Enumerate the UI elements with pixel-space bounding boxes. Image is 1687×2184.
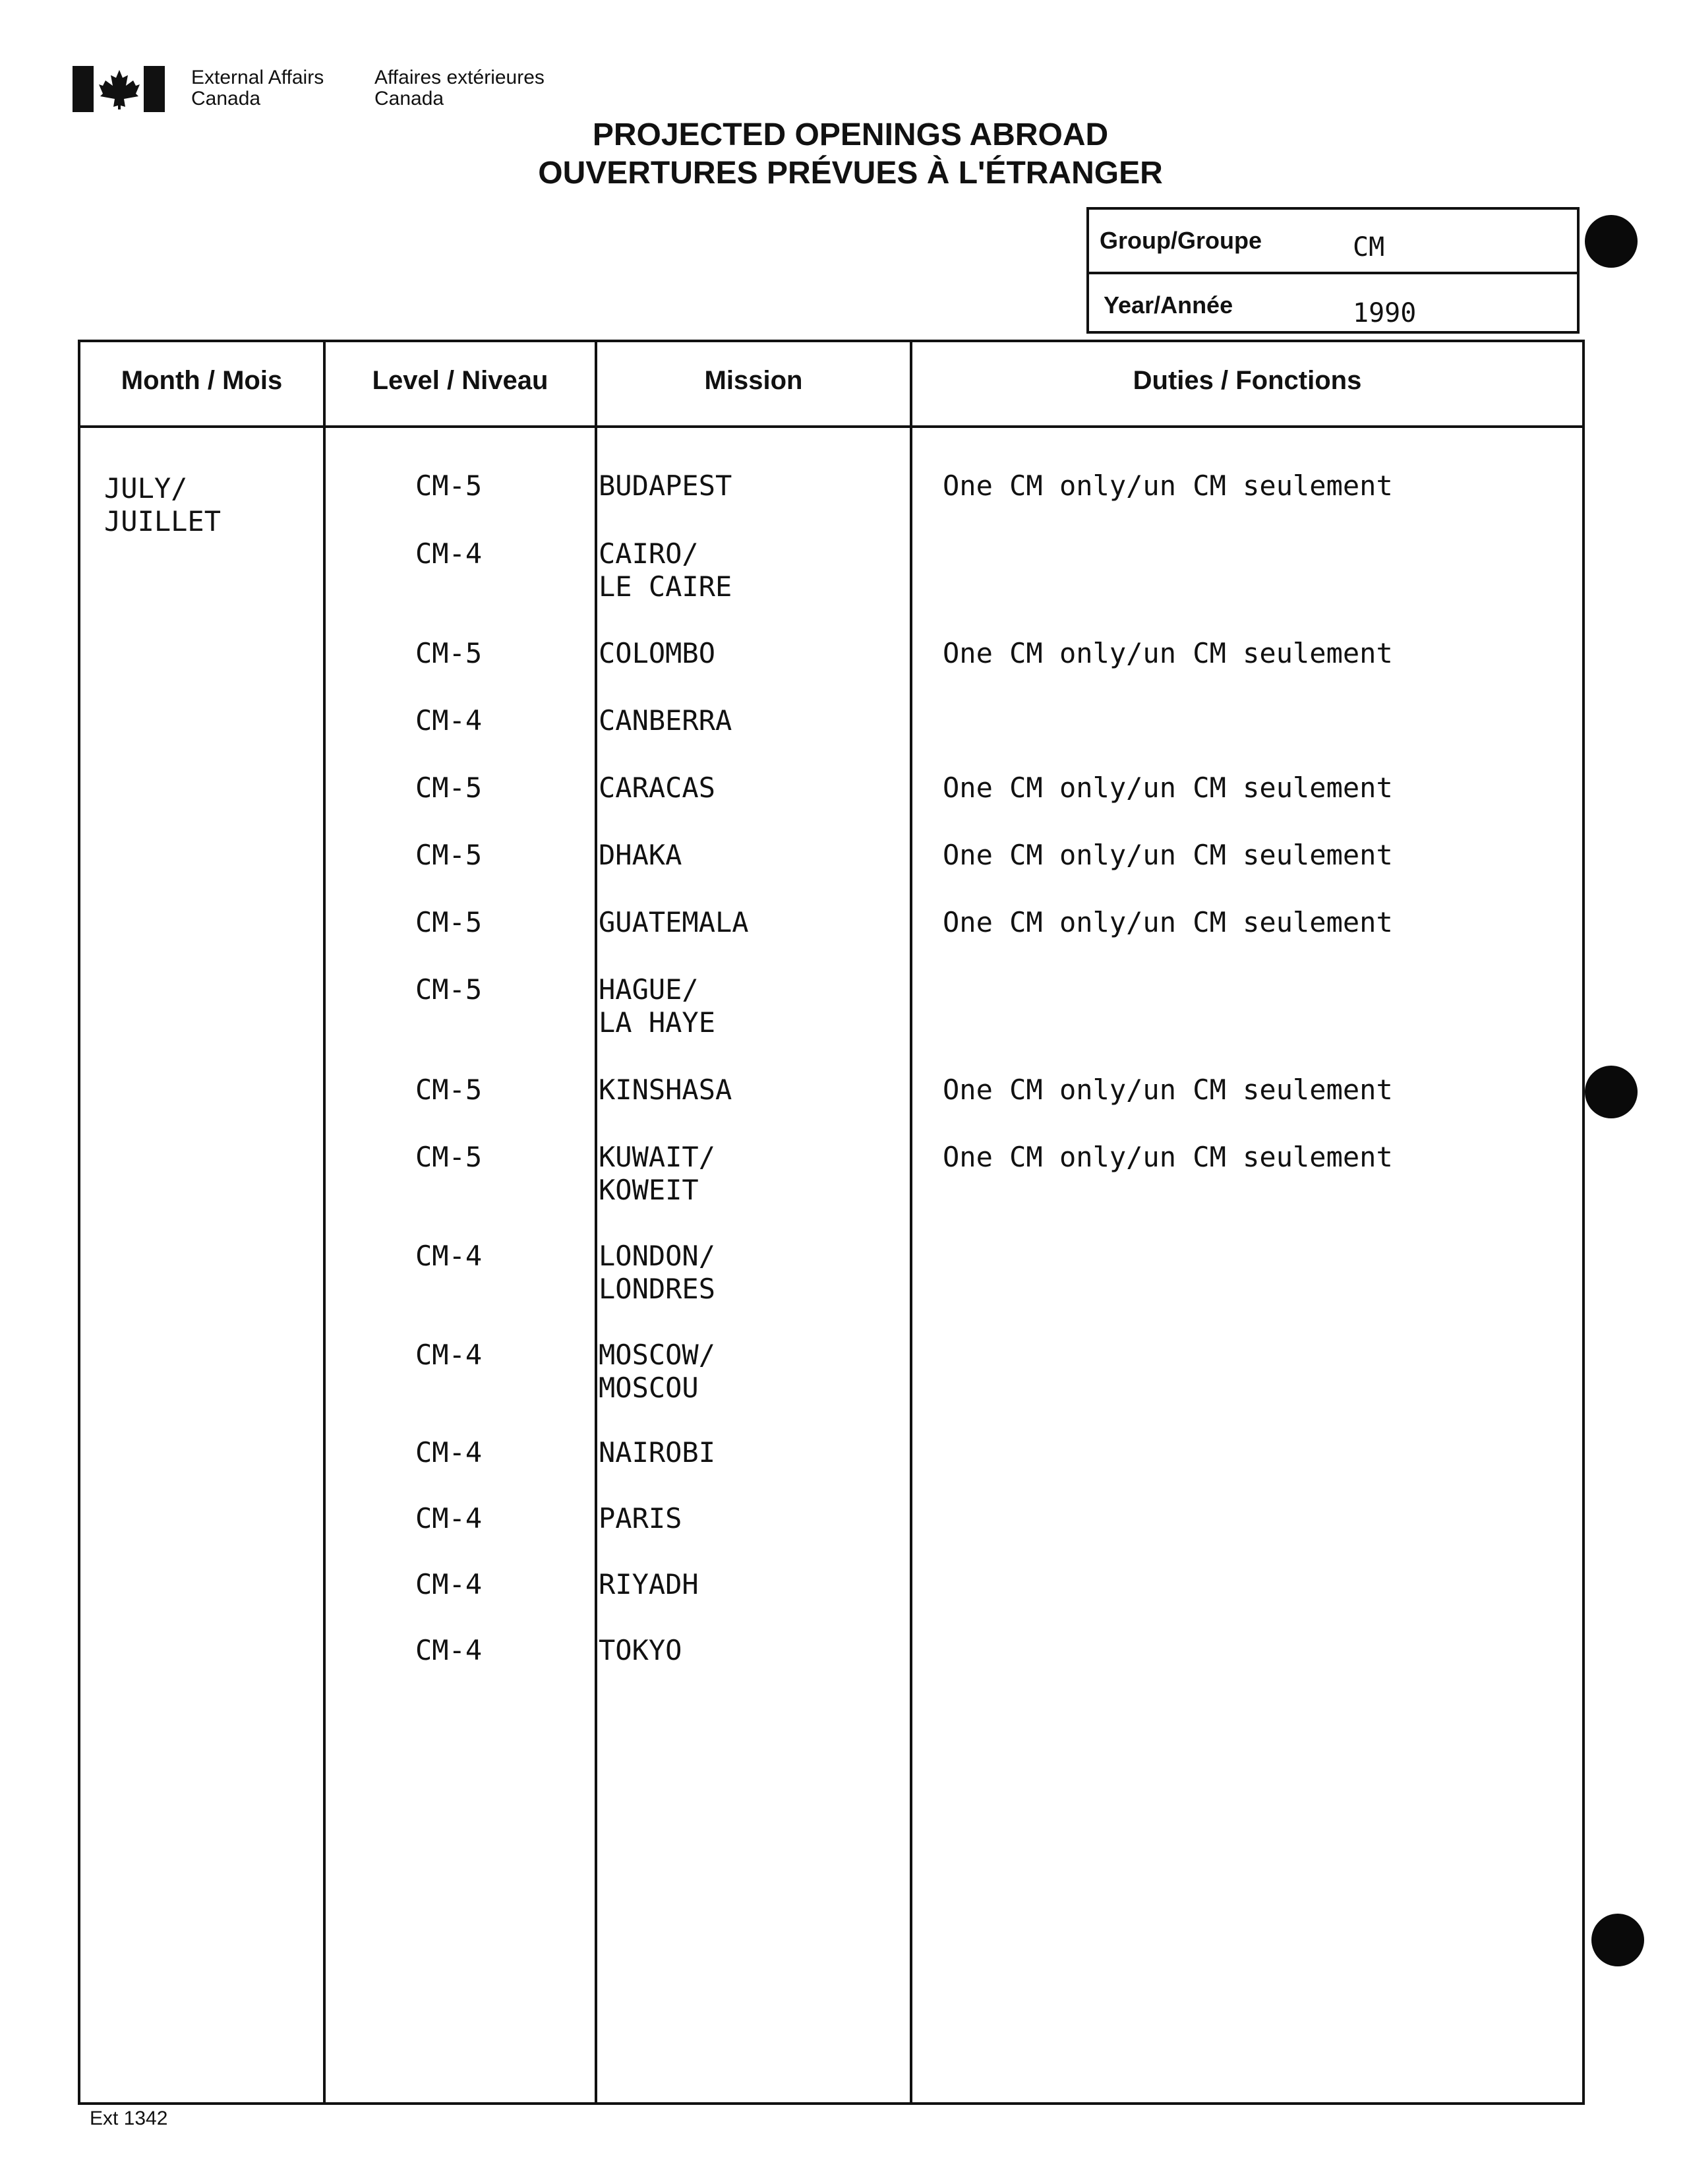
mission-cell: PARIS (599, 1502, 682, 1534)
openings-table (78, 340, 1585, 2105)
level-cell: CM-5 (415, 772, 483, 804)
mission-cell: BUDAPEST (599, 470, 732, 502)
group-year-divider (1089, 272, 1577, 274)
level-cell: CM-4 (415, 704, 483, 737)
flag-right-bar (144, 66, 165, 112)
maple-leaf-icon (98, 69, 141, 109)
flag-left-bar (73, 66, 94, 112)
level-cell: CM-5 (415, 839, 483, 871)
mission-cell: MOSCOW/ MOSCOU (599, 1339, 716, 1404)
form-code: Ext 1342 (90, 2108, 168, 2129)
group-label: Group/Groupe (1100, 227, 1262, 254)
mission-cell: TOKYO (599, 1634, 682, 1666)
org-en-line2: Canada (191, 88, 261, 109)
year-label: Year/Année (1104, 291, 1233, 318)
header-month: Month / Mois (121, 366, 283, 395)
column-divider-1 (323, 340, 326, 2105)
level-cell: CM-4 (415, 1634, 483, 1666)
duties-cell: One CM only/un CM seulement (943, 1141, 1393, 1173)
canada-flag-logo (73, 66, 165, 112)
org-fr-line2: Canada (374, 88, 444, 109)
org-name-en (191, 67, 324, 109)
duties-cell: One CM only/un CM seulement (943, 1074, 1393, 1106)
level-cell: CM-4 (415, 1240, 483, 1272)
mission-cell: GUATEMALA (599, 906, 749, 938)
year-value: 1990 (1353, 298, 1417, 328)
title-en: PROJECTED OPENINGS ABROAD (592, 117, 1109, 152)
group-value: CM (1353, 232, 1385, 262)
header-duties: Duties / Fonctions (1133, 366, 1362, 395)
header-mission: Mission (704, 366, 803, 395)
mission-cell: DHAKA (599, 839, 682, 871)
level-cell: CM-5 (415, 973, 483, 1006)
binder-hole-middle (1585, 1066, 1638, 1118)
duties-cell: One CM only/un CM seulement (943, 906, 1393, 938)
level-cell: CM-5 (415, 470, 483, 502)
column-divider-3 (910, 340, 912, 2105)
column-divider-2 (595, 340, 597, 2105)
mission-cell: LONDON/ LONDRES (599, 1240, 716, 1305)
level-cell: CM-4 (415, 1568, 483, 1600)
mission-cell: NAIROBI (599, 1436, 716, 1469)
level-cell: CM-5 (415, 1074, 483, 1106)
mission-cell: CAIRO/ LE CAIRE (599, 537, 732, 603)
duties-cell: One CM only/un CM seulement (943, 470, 1393, 502)
level-cell: CM-4 (415, 1502, 483, 1534)
binder-hole-bottom (1591, 1914, 1644, 1966)
duties-cell: One CM only/un CM seulement (943, 839, 1393, 871)
mission-cell: KUWAIT/ KOWEIT (599, 1141, 716, 1206)
duties-cell: One CM only/un CM seulement (943, 772, 1393, 804)
level-cell: CM-5 (415, 1141, 483, 1173)
org-fr-line1: Affaires extérieures (374, 67, 545, 88)
mission-cell: HAGUE/ LA HAYE (599, 973, 716, 1039)
level-cell: CM-4 (415, 1339, 483, 1371)
org-name-fr (374, 67, 545, 109)
mission-cell: CARACAS (599, 772, 716, 804)
month-cell: JULY/ JUILLET (104, 472, 222, 537)
mission-cell: CANBERRA (599, 704, 732, 737)
header-level: Level / Niveau (372, 366, 548, 395)
binder-hole-top (1585, 215, 1638, 268)
level-cell: CM-5 (415, 637, 483, 669)
mission-cell: KINSHASA (599, 1074, 732, 1106)
group-year-box (1086, 207, 1580, 334)
duties-cell: One CM only/un CM seulement (943, 637, 1393, 669)
mission-cell: RIYADH (599, 1568, 699, 1600)
level-cell: CM-4 (415, 1436, 483, 1469)
level-cell: CM-5 (415, 906, 483, 938)
title-fr: OUVERTURES PRÉVUES À L'ÉTRANGER (538, 156, 1163, 191)
org-en-line1: External Affairs (191, 67, 324, 88)
header-row-divider (78, 425, 1585, 428)
level-cell: CM-4 (415, 537, 483, 570)
mission-cell: COLOMBO (599, 637, 716, 669)
